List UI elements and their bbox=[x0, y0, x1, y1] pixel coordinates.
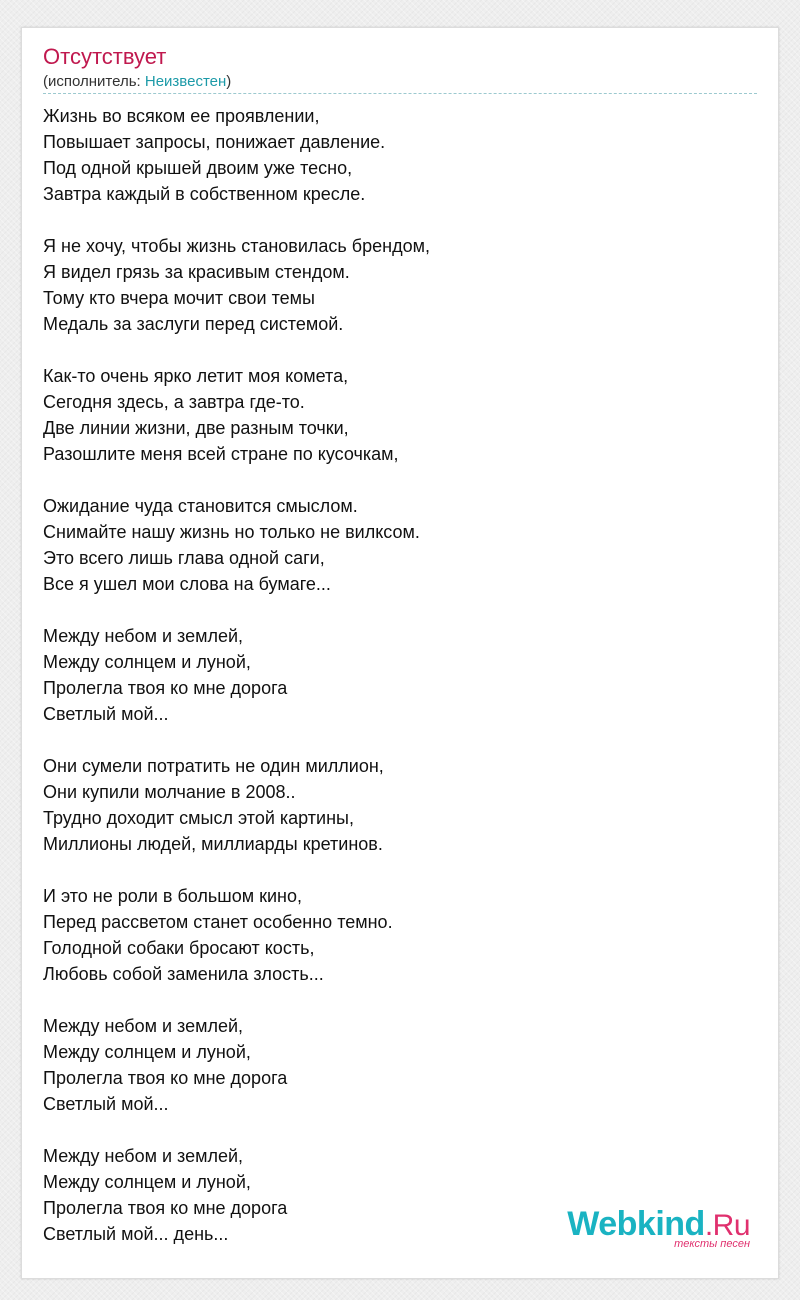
lyrics-line: Снимайте нашу жизнь но только не вилксом. bbox=[43, 522, 420, 542]
logo-main-text: Webkind bbox=[567, 1205, 705, 1243]
lyrics-line: Тому кто вчера мочит свои темы bbox=[43, 288, 315, 308]
lyrics-line: Завтра каждый в собственном кресле. bbox=[43, 184, 366, 204]
lyrics-line: Пролегла твоя ко мне дорога bbox=[43, 1068, 288, 1088]
lyrics-line: Между небом и землей, bbox=[43, 1146, 244, 1166]
artist-line bbox=[43, 73, 231, 91]
lyrics-line: Медаль за заслуги перед системой. bbox=[43, 314, 344, 334]
logo-tagline: тексты песен bbox=[674, 1238, 750, 1250]
lyrics-line: Как-то очень ярко летит моя комета, bbox=[43, 366, 349, 386]
lyrics-line: Светлый мой... bbox=[43, 1094, 169, 1114]
lyrics-stanza bbox=[43, 753, 743, 857]
lyrics-line: Пролегла твоя ко мне дорога bbox=[43, 678, 288, 698]
lyrics-line: Сегодня здесь, а завтра где-то. bbox=[43, 392, 305, 412]
site-logo[interactable] bbox=[560, 1204, 750, 1252]
lyrics-line: Перед рассветом станет особенно темно. bbox=[43, 912, 393, 932]
lyrics-body bbox=[43, 103, 743, 1273]
lyrics-line: Жизнь во всяком ее проявлении, bbox=[43, 106, 320, 126]
lyrics-stanza bbox=[43, 623, 743, 727]
lyrics-line: И это не роли в большом кино, bbox=[43, 886, 302, 906]
lyrics-line: Между солнцем и луной, bbox=[43, 652, 251, 672]
lyrics-line: Светлый мой... bbox=[43, 704, 169, 724]
artist-suffix: ) bbox=[226, 73, 232, 90]
lyrics-stanza bbox=[43, 103, 743, 207]
lyrics-line: Светлый мой... день... bbox=[43, 1224, 229, 1244]
lyrics-stanza bbox=[43, 233, 743, 337]
lyrics-stanza bbox=[43, 883, 743, 987]
lyrics-line: Ожидание чуда становится смыслом. bbox=[43, 496, 358, 516]
lyrics-line: Они купили молчание в 2008.. bbox=[43, 782, 296, 802]
logo-suffix: .Ru bbox=[704, 1209, 750, 1242]
lyrics-line: Между солнцем и луной, bbox=[43, 1172, 251, 1192]
lyrics-line: Они сумели потратить не один миллион, bbox=[43, 756, 384, 776]
lyrics-stanza bbox=[43, 1013, 743, 1117]
lyrics-line: Две линии жизни, две разным точки, bbox=[43, 418, 349, 438]
artist-link[interactable]: Неизвестен bbox=[144, 73, 227, 90]
lyrics-line: Между небом и землей, bbox=[43, 1016, 244, 1036]
lyrics-line: Я видел грязь за красивым стендом. bbox=[43, 262, 350, 282]
lyrics-line: Голодной собаки бросают кость, bbox=[43, 938, 315, 958]
lyrics-line: Я не хочу, чтобы жизнь становилась брендом, bbox=[43, 236, 430, 256]
lyrics-card bbox=[21, 27, 779, 1279]
lyrics-line: Это всего лишь глава одной саги, bbox=[43, 548, 325, 568]
lyrics-line: Под одной крышей двоим уже тесно, bbox=[43, 158, 353, 178]
artist-prefix: (исполнитель: bbox=[43, 73, 145, 90]
lyrics-stanza bbox=[43, 493, 743, 597]
lyrics-line: Между солнцем и луной, bbox=[43, 1042, 251, 1062]
lyrics-line: Трудно доходит смысл этой картины, bbox=[43, 808, 354, 828]
song-title: Отсутствует bbox=[43, 44, 167, 69]
lyrics-stanza bbox=[43, 363, 743, 467]
lyrics-line: Повышает запросы, понижает давление. bbox=[43, 132, 386, 152]
lyrics-line: Разошлите меня всей стране по кусочкам, bbox=[43, 444, 399, 464]
lyrics-line: Между небом и землей, bbox=[43, 626, 244, 646]
lyrics-line: Пролегла твоя ко мне дорога bbox=[43, 1198, 288, 1218]
lyrics-line: Все я ушел мои слова на бумаге... bbox=[43, 574, 331, 594]
lyrics-line: Миллионы людей, миллиарды кретинов. bbox=[43, 834, 383, 854]
divider bbox=[43, 93, 757, 94]
lyrics-line: Любовь собой заменила злость... bbox=[43, 964, 324, 984]
